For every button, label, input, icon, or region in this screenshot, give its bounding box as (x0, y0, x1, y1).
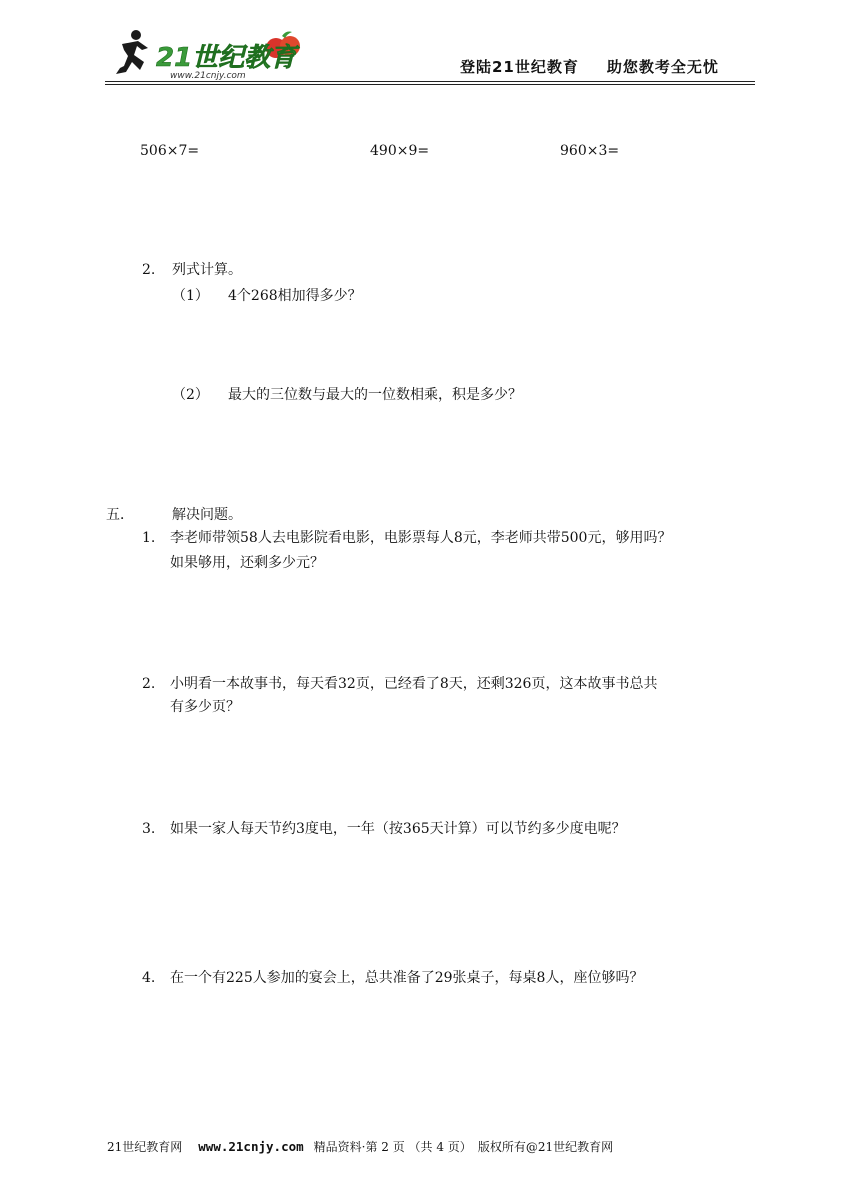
question-number: 2. (142, 262, 156, 278)
problem-number: 4. (142, 970, 156, 986)
problem-text: 小明看一本故事书，每天看32页，已经看了8天，还剩326页，这本故事书总共 (170, 676, 658, 692)
problem-text: 在一个有225人参加的宴会上，总共准备了29张桌子，每桌8人，座位够吗？ (170, 970, 644, 986)
sub-question-text: 最大的三位数与最大的一位数相乘，积是多少？ (228, 387, 522, 403)
logo-text: 21世纪教育 (156, 43, 297, 73)
header-rule (105, 81, 755, 82)
header-slogan (460, 56, 719, 77)
calc-item: 506×7= (140, 143, 200, 159)
footer-brand: 21世纪教育网 (107, 1140, 183, 1154)
problem-number: 1. (142, 530, 156, 546)
problem-text: 如果一家人每天节约3度电，一年（按365天计算）可以节约多少度电呢？ (170, 821, 626, 837)
site-logo (108, 22, 328, 82)
header-slogan-right: 助您教考全无忧 (606, 58, 719, 76)
calc-item: 960×3= (560, 143, 620, 159)
problem-text: 有多少页？ (170, 699, 240, 715)
question-title: 列式计算。 (172, 262, 242, 278)
sub-question-number: （2） (172, 387, 209, 403)
problem-text: 李老师带领58人去电影院看电影，电影票每人8元，李老师共带500元，够用吗？ (170, 530, 672, 546)
footer-page-info: 精品资料·第 2 页 （共 4 页） (313, 1140, 472, 1154)
footer-copyright: 版权所有@21世纪教育网 (477, 1140, 614, 1154)
sub-question-number: （1） (172, 288, 209, 304)
problem-text: 如果够用，还剩多少元？ (170, 555, 324, 571)
running-figure-icon (116, 30, 148, 74)
section-title: 解决问题。 (172, 507, 242, 523)
problem-number: 2. (142, 676, 156, 692)
section-number: 五． (106, 507, 134, 523)
footer-site-link[interactable]: www.21cnjy.com (198, 1139, 304, 1154)
header-rule (105, 84, 755, 85)
calc-item: 490×9= (370, 143, 430, 159)
logo-url: www.21cnjy.com (170, 71, 246, 81)
page-footer (107, 1139, 613, 1155)
header-slogan-left: 登陆21世纪教育 (460, 58, 579, 76)
sub-question-text: 4个268相加得多少？ (228, 288, 362, 304)
problem-number: 3. (142, 821, 156, 837)
